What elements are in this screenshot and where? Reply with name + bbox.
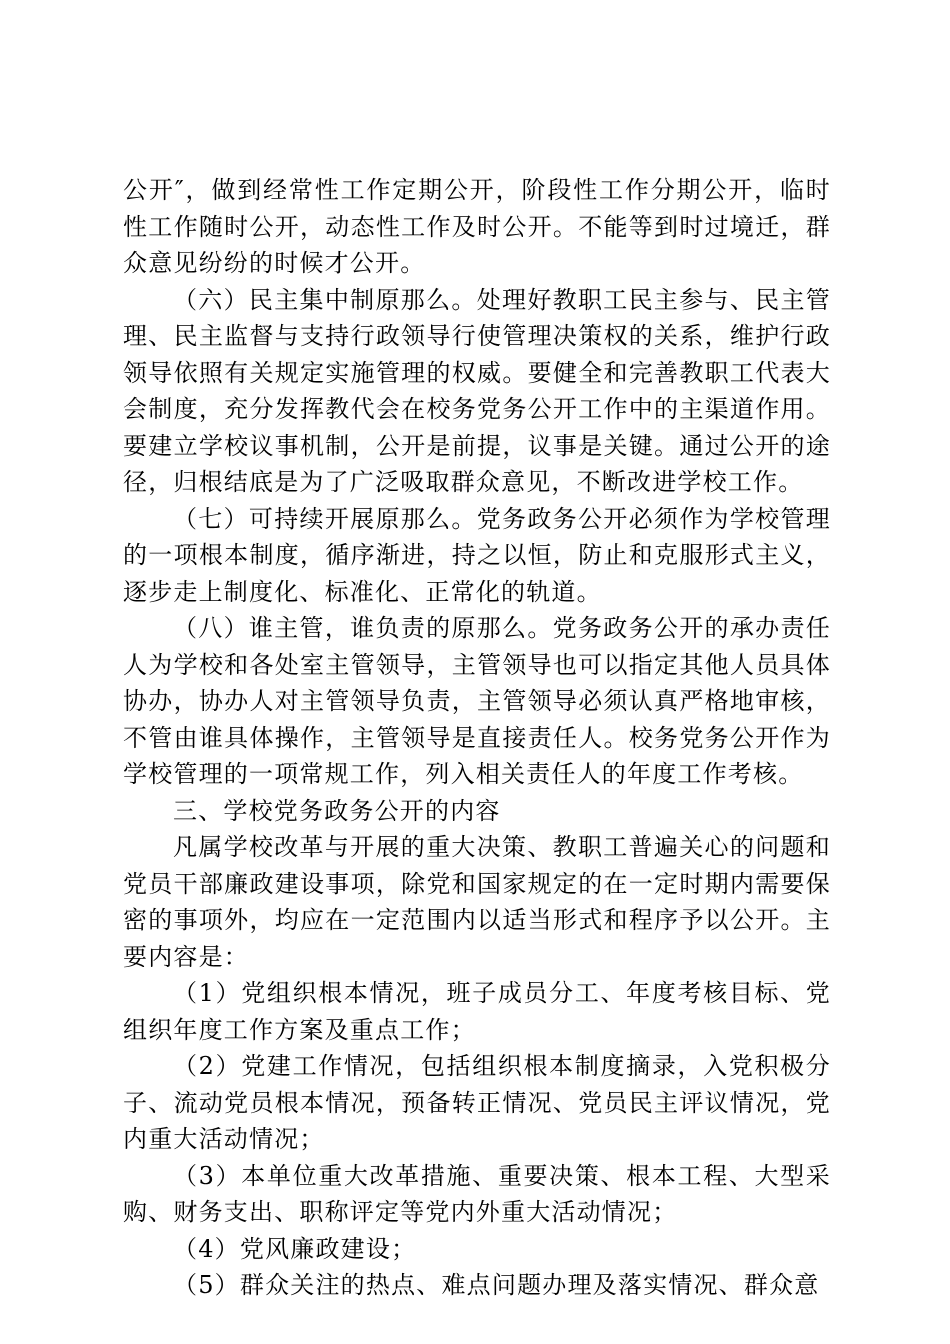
- section-heading-3: 三、学校党务政务公开的内容: [173, 796, 501, 825]
- list-item-3: （3）本单位重大改革措施、重要决策、根本工程、大型采购、财务支出、职称评定等党内外重大活动情况；: [123, 1161, 831, 1226]
- paragraph-content-intro: 凡属学校改革与开展的重大决策、教职工普遍关心的问题和党员干部廉政建设事项，除党和国家规定的在一定时期内需要保密的事项外，均应在一定范围内以适当形式和程序予以公开。主要内容是：: [123, 833, 831, 971]
- paragraph-disclosure-timing: 公开″，做到经常性工作定期公开，阶段性工作分期公开，临时性工作随时公开，动态性工作及时公开。不能等到时过境迁，群众意见纷纷的时候才公开。: [123, 176, 831, 277]
- document-body: [123, 172, 831, 1304]
- paragraph-principle-6: （六）民主集中制原那么。处理好教职工民主参与、民主管理、民主监督与支持行政领导行使管理决策权的关系，维护行政领导依照有关规定实施管理的权威。要健全和完善教职工代表大会制度，充分发挥教代会在校务党务公开工作中的主渠道作用。要建立学校议事机制，公开是前提，议事是关键。通过公开的途径，归根结底是为了广泛吸取群众意见，不断改进学校工作。: [123, 285, 831, 496]
- list-item-2: （2）党建工作情况，包括组织根本制度摘录，入党积极分子、流动党员根本情况，预备转正情况、党员民主评议情况，党内重大活动情况；: [123, 1052, 831, 1153]
- list-item-1: （1）党组织根本情况，班子成员分工、年度考核目标、党组织年度工作方案及重点工作；: [123, 979, 831, 1044]
- paragraph-principle-7: （七）可持续开展原那么。党务政务公开必须作为学校管理的一项根本制度，循序渐进，持之以恒，防止和克服形式主义，逐步走上制度化、标准化、正常化的轨道。: [123, 504, 831, 606]
- paragraph-principle-8: （八）谁主管，谁负责的原那么。党务政务公开的承办责任人为学校和各处室主管领导，主管领导也可以指定其他人员具体协办，协办人对主管领导负责，主管领导必须认真严格地审核，不管由谁具体操作，主管领导是直接责任人。校务党务公开作为学校管理的一项常规工作，列入相关责任人的年度工作考核。: [123, 614, 831, 788]
- list-item-4: （4）党风廉政建设；: [173, 1234, 417, 1263]
- list-item-5: （5）群众关注的热点、难点问题办理及落实情况、群众意: [173, 1271, 820, 1299]
